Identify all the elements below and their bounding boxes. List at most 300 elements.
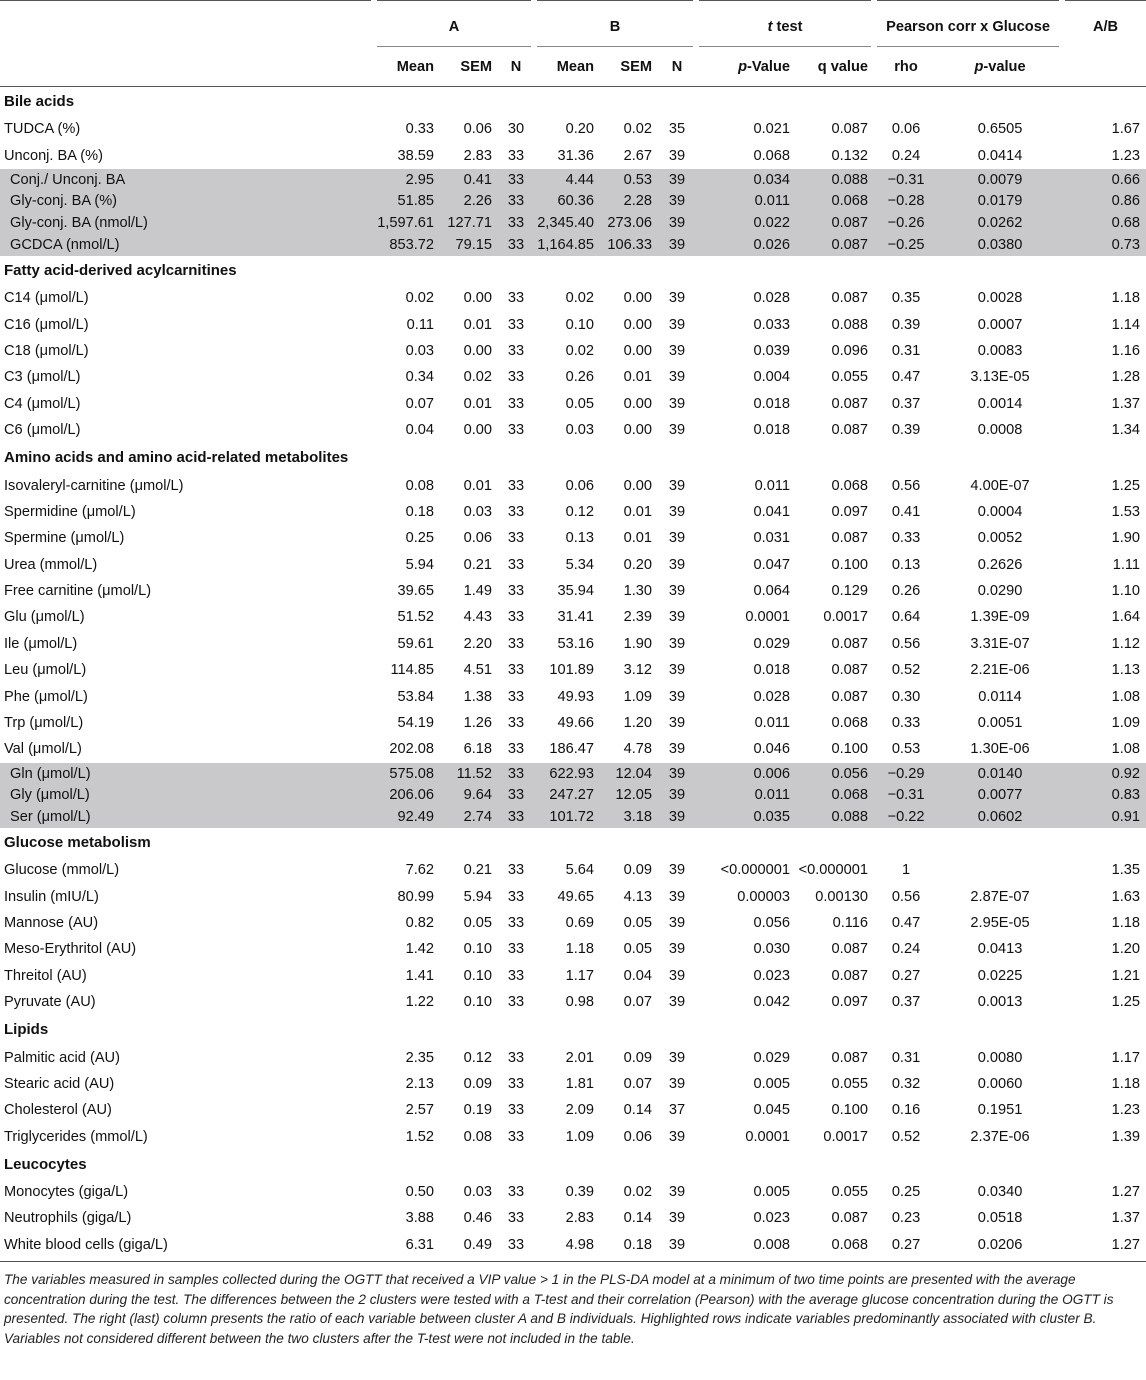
cell-rho: 0.32 [891,1075,921,1092]
cell-p-value: 0.011 [696,191,796,213]
cell-pearson-p-value: 0.0140 [938,763,1062,785]
cell-sem-a: 0.01 [463,395,492,412]
table-row-highlighted [0,806,1146,828]
cell-n-a: 33 [507,1102,525,1119]
cell-mean-a: 0.03 [405,342,434,359]
variable-label: Gly-conj. BA (%) [0,191,374,213]
header-blank-2 [0,47,374,87]
section-title: Leucocytes [4,1155,87,1173]
cell-n-a: 33 [498,784,534,806]
cell-n-a: 33 [507,290,525,307]
cell-sem-b: 12.05 [600,784,658,806]
cell-n-a: 33 [507,635,525,652]
section-title: Fatty acid-derived acylcarnitines [4,261,237,279]
cell-pearson-p-value: 0.0052 [977,530,1023,547]
variable-label: Ile (μmol/L) [4,635,78,652]
table-row [0,142,1146,168]
cell-sem-a: 2.74 [440,806,498,828]
cell-mean-a: 1.41 [405,967,434,984]
cell-sem-b: 0.00 [623,422,652,439]
cell-n-b: 39 [658,806,696,828]
cell-ratio: 0.68 [1062,212,1146,234]
cell-ratio: 1.90 [1111,530,1141,547]
table-row-highlighted [0,784,1146,806]
variable-label: Glucose (mmol/L) [4,862,120,879]
cell-rho: 0.24 [891,941,921,958]
cell-n-a: 33 [507,556,525,573]
cell-n-b: 39 [668,147,686,164]
cell-mean-b: 0.98 [565,994,594,1011]
cell-p-value: 0.023 [753,967,790,984]
cell-mean-a: 2.95 [374,169,440,191]
cell-n-a: 33 [498,191,534,213]
variable-label: Neutrophils (giga/L) [4,1210,132,1227]
cell-n-b: 39 [668,862,686,879]
cell-n-b: 39 [668,530,686,547]
cell-sem-b: 0.18 [600,1232,658,1262]
cell-mean-b: 35.94 [557,583,594,600]
cell-n-a: 33 [507,147,525,164]
variable-label: Unconj. BA (%) [4,147,103,164]
cell-rho: 0.27 [874,1232,938,1262]
cell-ratio: 1.53 [1111,503,1141,520]
cell-mean-b: 4.44 [534,169,600,191]
cell-mean-b: 49.65 [557,888,594,905]
cell-p-value: 0.068 [753,147,790,164]
header-sem-b: SEM [600,47,658,87]
cell-p-value: 0.047 [753,556,790,573]
table-row [0,631,1146,657]
table-row [0,883,1146,909]
variable-label: Phe (μmol/L) [4,688,88,705]
cell-mean-b: 2,345.40 [534,212,600,234]
cell-pearson-p-value: 0.0060 [977,1075,1023,1092]
cell-n-b: 39 [668,503,686,520]
cell-pearson-p-value: 0.0262 [938,212,1062,234]
cell-sem-a: 0.10 [463,967,492,984]
cell-mean-b: 622.93 [534,763,600,785]
cell-sem-b: 12.04 [600,763,658,785]
cell-pearson-p-value: 0.0225 [977,967,1023,984]
cell-n-a: 33 [507,967,525,984]
table-row [0,338,1146,364]
table-row [0,936,1146,962]
cell-mean-a: 0.18 [405,503,434,520]
cell-n-a: 33 [507,530,525,547]
cell-p-value: 0.0001 [745,1128,790,1145]
cell-pearson-p-value: 0.0340 [977,1184,1023,1201]
cell-p-value: 0.011 [696,784,796,806]
cell-p-value: 0.033 [753,316,790,333]
cell-q-value: 0.00130 [815,888,869,905]
cell-p-value: 0.004 [753,369,790,386]
cell-rho: 0.23 [891,1210,921,1227]
cell-mean-b: 0.10 [565,316,594,333]
cell-p-value: 0.030 [753,941,790,958]
variable-label: GCDCA (nmol/L) [0,234,374,256]
cell-q-value: 0.088 [796,169,874,191]
cell-ratio: 1.37 [1111,395,1141,412]
cell-sem-b: 1.90 [623,635,652,652]
cell-q-value: 0.100 [831,556,869,573]
table-row [0,1205,1146,1231]
cell-pearson-p-value: 3.31E-07 [970,635,1030,652]
cell-mean-b: 31.41 [557,609,594,626]
table-row [0,1097,1146,1123]
header-blank-3 [1062,47,1146,87]
header-n-b: N [658,47,696,87]
cell-n-b: 39 [658,191,696,213]
cell-q-value: 0.068 [796,1232,874,1262]
variable-label: Ser (μmol/L) [0,806,374,828]
cell-sem-b: 0.00 [623,290,652,307]
cell-mean-a: 0.50 [405,1184,434,1201]
cell-mean-a: 6.31 [374,1232,440,1262]
variable-label: Glu (μmol/L) [4,609,85,626]
cell-sem-a: 0.10 [463,994,492,1011]
cell-sem-a: 0.03 [463,503,492,520]
cell-rho: −0.31 [874,169,938,191]
cell-mean-a: 2.13 [405,1075,434,1092]
cell-mean-a: 39.65 [397,583,434,600]
cell-q-value: 0.068 [831,477,869,494]
cell-n-a: 33 [507,1049,525,1066]
cell-q-value: 0.087 [831,688,869,705]
table-row [0,857,1146,883]
cell-sem-a: 0.00 [463,422,492,439]
cell-pearson-p-value: 0.0008 [977,422,1023,439]
cell-sem-a: 79.15 [440,234,498,256]
variable-label: Threitol (AU) [4,967,87,984]
cell-rho: −0.26 [874,212,938,234]
cell-ratio: 1.16 [1111,342,1141,359]
cell-p-value: 0.008 [696,1232,796,1262]
variable-label: Spermine (μmol/L) [4,530,125,547]
header-blank [0,1,374,47]
cell-p-value: 0.039 [753,342,790,359]
variable-label: Val (μmol/L) [4,741,82,758]
cell-pearson-p-value: 0.0014 [977,395,1023,412]
cell-p-value: <0.000001 [720,862,790,879]
cell-n-b: 39 [668,994,686,1011]
cell-ratio: 1.23 [1111,147,1141,164]
table-row [0,683,1146,709]
cell-rho: −0.22 [874,806,938,828]
cell-mean-a: 0.04 [405,422,434,439]
cell-sem-a: 9.64 [440,784,498,806]
cell-rho: 0.56 [891,635,921,652]
cell-n-a: 33 [507,741,525,758]
variable-label: White blood cells (giga/L) [0,1232,374,1262]
cell-pearson-p-value: 0.0206 [938,1232,1062,1262]
cell-n-b: 39 [668,1184,686,1201]
cell-mean-b: 0.39 [565,1184,594,1201]
section-header-row [0,828,1146,857]
variable-label: Gly (μmol/L) [0,784,374,806]
cell-q-value: 0.087 [831,121,869,138]
cell-pearson-p-value [938,857,1062,883]
cell-rho: 0.41 [891,503,921,520]
cell-p-value: 0.029 [753,1049,790,1066]
header-pearson: Pearson corr x Glucose [874,1,1062,47]
cell-ratio: 1.63 [1111,888,1141,905]
variable-label: Isovaleryl-carnitine (μmol/L) [4,477,184,494]
table-row [0,657,1146,683]
cell-sem-a: 0.05 [463,914,492,931]
cell-pearson-p-value: 3.13E-05 [970,369,1030,386]
cell-mean-b: 53.16 [557,635,594,652]
cell-sem-b: 0.02 [623,1184,652,1201]
table-row [0,1044,1146,1070]
cell-mean-a: 575.08 [374,763,440,785]
cell-n-a: 30 [507,121,525,138]
cell-q-value: 0.096 [831,342,869,359]
variable-label: C16 (μmol/L) [4,316,89,333]
cell-sem-b: 0.01 [623,503,652,520]
variable-label: C3 (μmol/L) [4,369,81,386]
cell-q-value: 0.129 [831,583,869,600]
cell-p-value: 0.056 [753,914,790,931]
cell-pearson-p-value: 0.0380 [938,234,1062,256]
cell-n-a: 33 [507,422,525,439]
cell-n-a: 33 [507,1184,525,1201]
variable-label: Gln (μmol/L) [0,763,374,785]
cell-mean-b: 247.27 [534,784,600,806]
cell-q-value: 0.097 [831,994,869,1011]
cell-mean-a: 80.99 [397,888,434,905]
cell-mean-b: 0.12 [565,503,594,520]
table-row-highlighted [0,169,1146,191]
cell-mean-a: 1.42 [405,941,434,958]
cell-sem-a: 0.46 [463,1210,492,1227]
cell-n-b: 39 [668,941,686,958]
cell-q-value: 0.087 [831,635,869,652]
cell-pearson-p-value: 0.0004 [977,503,1023,520]
cell-p-value: 0.045 [753,1102,790,1119]
header-rho: rho [874,47,938,87]
cell-sem-b: 1.20 [623,715,652,732]
header-group-b: B [534,1,696,47]
variable-label: TUDCA (%) [4,121,81,138]
table-row [0,525,1146,551]
variable-label: Stearic acid (AU) [4,1075,115,1092]
cell-sem-b: 0.05 [623,914,652,931]
cell-ratio: 0.86 [1062,191,1146,213]
cell-pearson-p-value: 0.0179 [938,191,1062,213]
cell-n-b: 39 [668,395,686,412]
cell-ratio: 1.18 [1111,914,1141,931]
table-row [0,285,1146,311]
cell-sem-a: 0.01 [463,477,492,494]
cell-mean-b: 1.81 [565,1075,594,1092]
cell-sem-b: 3.18 [600,806,658,828]
cell-q-value: 0.0017 [823,1128,869,1145]
cell-ratio: 1.17 [1111,1049,1141,1066]
cell-rho: 0.37 [891,395,921,412]
cell-mean-a: 51.85 [374,191,440,213]
cell-p-value: 0.064 [753,583,790,600]
cell-p-value: 0.041 [753,503,790,520]
cell-pearson-p-value: 0.0028 [977,290,1023,307]
cell-mean-b: 0.20 [565,121,594,138]
cell-ratio: 1.14 [1111,316,1141,333]
cell-mean-b: 1.17 [565,967,594,984]
cell-mean-a: 0.34 [405,369,434,386]
cell-q-value: 0.068 [831,715,869,732]
cell-p-value: 0.021 [753,121,790,138]
cell-mean-a: 0.33 [405,121,434,138]
cell-sem-a: 5.94 [463,888,492,905]
cell-n-b: 39 [668,635,686,652]
cell-n-a: 33 [498,169,534,191]
cell-ratio: 1.25 [1111,994,1141,1011]
cell-sem-b: 273.06 [600,212,658,234]
cell-sem-b: 0.00 [623,316,652,333]
table-row [0,604,1146,630]
cell-mean-b: 5.34 [565,556,594,573]
cell-n-a: 33 [507,342,525,359]
variable-label: Triglycerides (mmol/L) [4,1128,148,1145]
cell-n-a: 33 [507,994,525,1011]
cell-mean-a: 202.08 [389,741,434,758]
variable-label: C14 (μmol/L) [4,290,89,307]
cell-n-b: 39 [658,234,696,256]
cell-p-value: 0.018 [753,662,790,679]
cell-sem-a: 1.26 [463,715,492,732]
cell-mean-a: 0.82 [405,914,434,931]
cell-n-b: 39 [658,763,696,785]
cell-ratio: 1.35 [1111,862,1141,879]
header-pvalue-p: p [738,58,747,75]
cell-n-b: 39 [658,212,696,234]
cell-q-value: 0.100 [831,741,869,758]
cell-mean-b: 1.09 [565,1128,594,1145]
table-row [0,551,1146,577]
cell-sem-a: 1.38 [463,688,492,705]
cell-p-value: 0.005 [753,1075,790,1092]
cell-p-value: 0.018 [753,422,790,439]
cell-rho: 0.06 [891,121,921,138]
table-row [0,472,1146,498]
cell-pearson-p-value: 0.0114 [978,688,1022,705]
table-row [0,1124,1146,1150]
cell-rho: 0.27 [891,967,921,984]
cell-q-value: <0.000001 [798,862,869,879]
cell-p-value: 0.0001 [745,609,790,626]
cell-n-a: 33 [507,583,525,600]
cell-n-a: 33 [498,1232,534,1262]
cell-pearson-p-value: 0.0007 [977,316,1023,333]
variable-label: C6 (μmol/L) [4,422,81,439]
cell-n-b: 39 [658,1232,696,1262]
cell-p-value: 0.011 [754,715,790,732]
header-sem-a: SEM [440,47,498,87]
cell-sem-a: 0.49 [440,1232,498,1262]
cell-q-value: 0.087 [796,234,874,256]
cell-n-b: 39 [668,290,686,307]
cell-pearson-p-value: 2.95E-05 [970,914,1030,931]
cell-sem-b: 0.09 [623,1049,652,1066]
cell-rho: 0.25 [891,1184,921,1201]
cell-sem-b: 0.00 [623,477,652,494]
cell-sem-a: 1.49 [463,583,492,600]
cell-n-a: 33 [507,609,525,626]
cell-rho: 0.39 [891,316,921,333]
cell-q-value: 0.087 [796,212,874,234]
cell-n-b: 39 [668,422,686,439]
table-row [0,499,1146,525]
cell-mean-b: 2.09 [565,1102,594,1119]
cell-rho: 0.52 [891,1128,921,1145]
cell-n-a: 33 [507,662,525,679]
cell-n-a: 33 [498,763,534,785]
table-row [0,116,1146,142]
cell-sem-b: 2.67 [623,147,652,164]
cell-n-b: 39 [668,967,686,984]
cell-sem-a: 2.26 [440,191,498,213]
cell-mean-a: 53.84 [397,688,434,705]
cell-n-b: 39 [658,784,696,806]
cell-n-a: 33 [507,1128,525,1145]
cell-sem-b: 0.01 [623,369,652,386]
cell-rho: 0.64 [891,609,921,626]
table-row [0,989,1146,1015]
cell-rho: 0.56 [891,888,921,905]
variable-label: Insulin (mIU/L) [4,888,99,905]
cell-sem-a: 0.41 [440,169,498,191]
cell-q-value: 0.116 [832,914,869,931]
cell-q-value: 0.132 [831,147,869,164]
cell-q-value: 0.087 [831,395,869,412]
cell-rho: 0.52 [891,662,921,679]
cell-ratio: 1.18 [1111,1075,1141,1092]
cell-p-value: 0.035 [696,806,796,828]
cell-mean-a: 2.35 [405,1049,434,1066]
cell-q-value: 0.055 [831,1075,869,1092]
cell-mean-a: 853.72 [374,234,440,256]
cell-ratio: 1.23 [1111,1102,1141,1119]
cell-n-a: 33 [507,862,525,879]
header-qvalue: q value [796,47,874,87]
cell-q-value: 0.068 [796,191,874,213]
cell-n-b: 39 [668,914,686,931]
cell-rho: 0.47 [891,914,921,931]
cell-p-value: 0.006 [696,763,796,785]
cell-mean-b: 0.05 [565,395,594,412]
cell-rho: 0.13 [891,556,921,573]
cell-pearson-p-value: 0.0051 [977,715,1023,732]
cell-n-b: 39 [668,688,686,705]
cell-sem-a: 0.21 [463,556,492,573]
cell-ratio: 1.27 [1111,1184,1141,1201]
cell-mean-a: 1,597.61 [374,212,440,234]
cell-p-value: 0.046 [753,741,790,758]
cell-n-b: 39 [668,662,686,679]
cell-mean-b: 1.18 [565,941,594,958]
header-pvalue2-rest: -value [983,58,1026,75]
cell-mean-a: 0.11 [406,316,434,333]
variable-label: Meso-Erythritol (AU) [4,941,137,958]
cell-pearson-p-value: 0.0414 [977,147,1023,164]
cell-n-b: 39 [668,1128,686,1145]
cell-pearson-p-value: 0.1951 [977,1102,1023,1119]
cell-sem-b: 2.39 [623,609,652,626]
cell-n-a: 33 [507,715,525,732]
cell-sem-a: 11.52 [440,763,498,785]
variable-label: Mannose (AU) [4,914,99,931]
cell-mean-b: 49.66 [557,715,594,732]
cell-sem-a: 0.12 [463,1049,492,1066]
